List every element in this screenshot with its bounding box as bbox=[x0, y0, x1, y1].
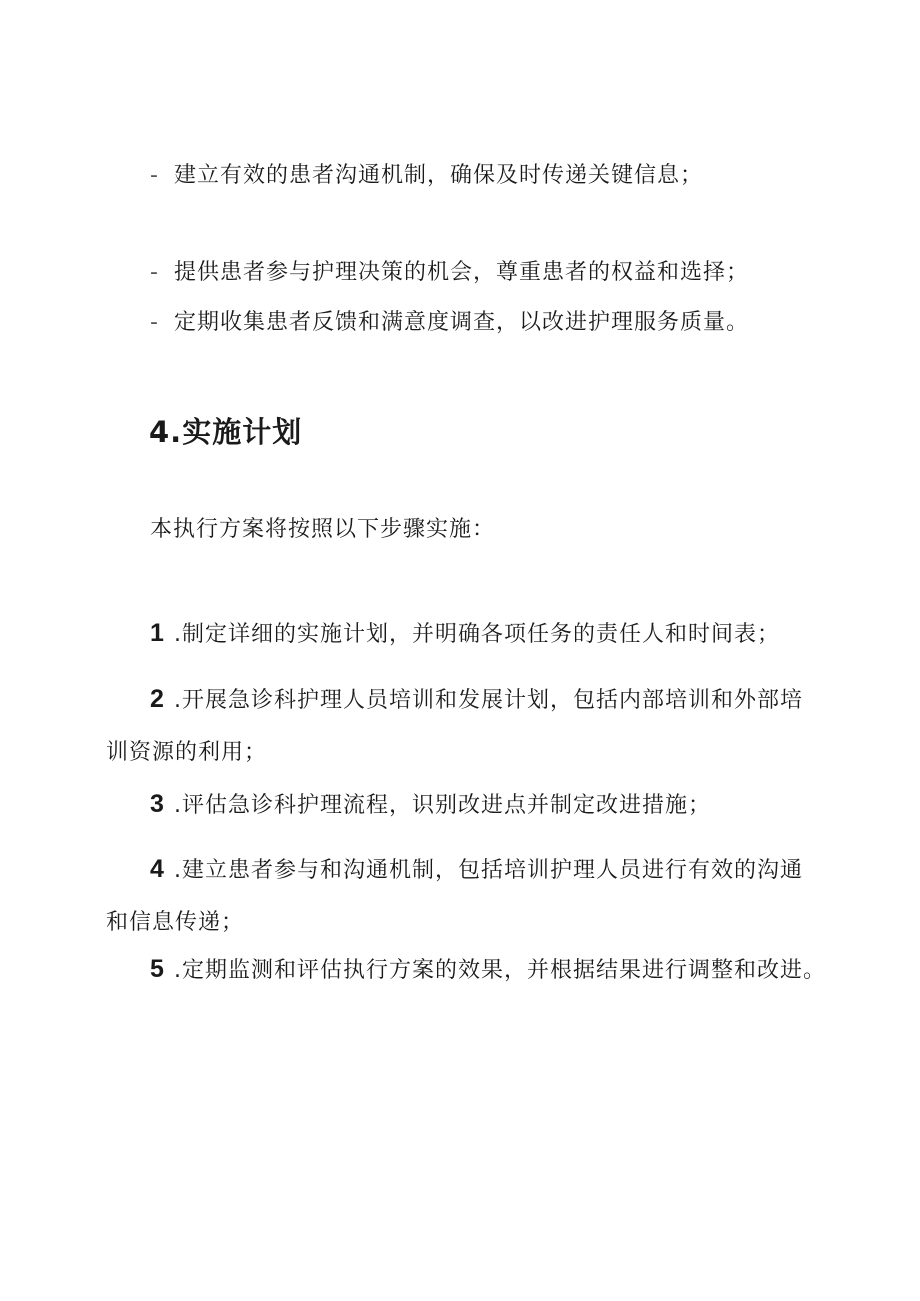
step-text: .评估急诊科护理流程，识别改进点并制定改进措施； bbox=[174, 793, 711, 818]
step-text: .定期监测和评估执行方案的效果，并根据结果进行调整和改进。 bbox=[174, 958, 826, 983]
section-heading: 4.实施计划 bbox=[149, 415, 303, 449]
step-number: 4 bbox=[150, 855, 165, 883]
step-text-continued: 和信息传递； bbox=[106, 910, 245, 935]
step-item bbox=[106, 607, 814, 661]
step-item bbox=[106, 778, 814, 832]
bullet-item bbox=[150, 305, 749, 336]
bullet-text: 提供患者参与护理决策的机会，尊重患者的权益和选择； bbox=[174, 260, 750, 285]
step-number: 2 bbox=[150, 685, 165, 713]
bullet-text: 建立有效的患者沟通机制，确保及时传递关键信息； bbox=[174, 163, 704, 188]
bullet-dash: - bbox=[150, 260, 159, 285]
step-number: 3 bbox=[150, 790, 165, 818]
step-item bbox=[106, 673, 814, 779]
step-number: 1 bbox=[150, 619, 165, 647]
step-item bbox=[106, 943, 826, 997]
step-text: .建立患者参与和沟通机制，包括培训护理人员进行有效的沟通 bbox=[174, 858, 803, 883]
bullet-item bbox=[150, 158, 703, 189]
step-number: 5 bbox=[150, 955, 165, 983]
bullet-dash: - bbox=[150, 310, 159, 335]
bullet-text: 定期收集患者反馈和满意度调查，以改进护理服务质量。 bbox=[174, 310, 750, 335]
step-text: .开展急诊科护理人员培训和发展计划，包括内部培训和外部培 bbox=[174, 688, 803, 713]
step-item bbox=[106, 843, 814, 949]
bullet-item bbox=[150, 255, 749, 286]
section-intro: 本执行方案将按照以下步骤实施： bbox=[150, 517, 496, 542]
bullet-dash: - bbox=[150, 163, 159, 188]
step-text-continued: 训资源的利用； bbox=[106, 740, 268, 765]
step-text: .制定详细的实施计划，并明确各项任务的责任人和时间表； bbox=[174, 622, 780, 647]
